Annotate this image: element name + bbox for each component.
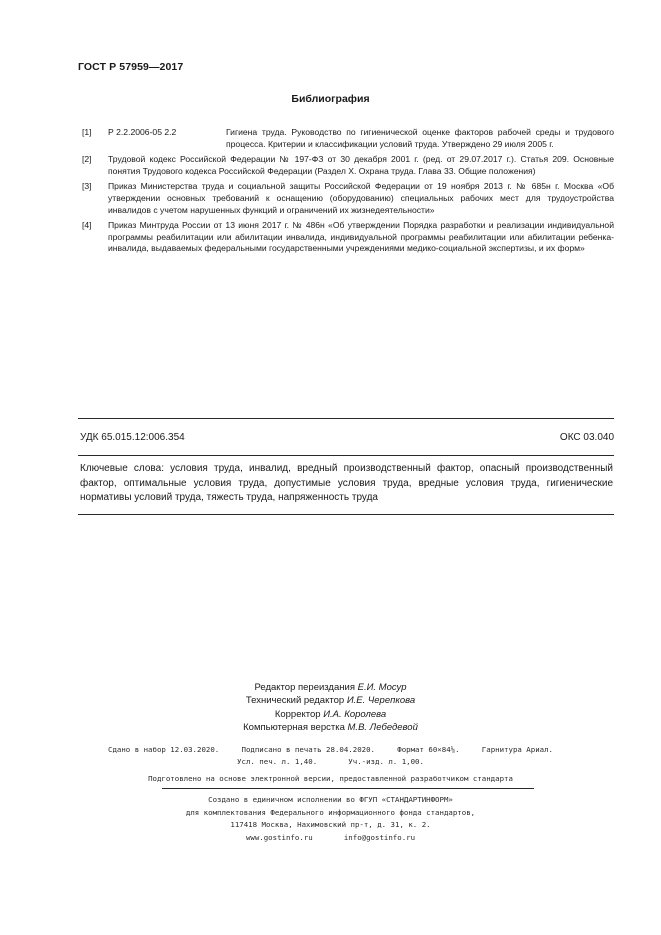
bibliography-list <box>82 127 614 259</box>
print-sheets-row <box>0 757 661 766</box>
bibliography-item <box>82 127 614 150</box>
divider <box>162 788 534 789</box>
footer-line: для комплектования Федерального информационного фонда стандартов, <box>185 807 476 817</box>
divider <box>78 455 614 456</box>
credit-tech-editor: Технический редактор И.Е. Черепкова <box>245 695 416 707</box>
divider <box>78 514 614 515</box>
email-link[interactable]: info@gostinfo.ru <box>343 832 416 842</box>
bibliography-item-text: Трудовой кодекс Российской Федерации № 197-ФЗ от 30 декабря 2001 г. (ред. от 29.07.2017 г.). Статья 209. Основные понятия Трудового кодекса Российской Федерации (Раздел X. Охрана труда. Глава 33. Общие положения) <box>108 154 614 176</box>
bibliography-item-text: Приказ Минтруда России от 13 июня 2017 г. № 486н «Об утверждении Порядка разработки и реализации индивидуальной программы реабилитации или абилитации инвалида, индивидуальной программы реабилитации или абилитации ребенка-инвалида, выдаваемых федеральными государственными учреждениями медико-социальной экспертизы, и их форм» <box>108 220 614 254</box>
footer-line: 117418 Москва, Нахимовский пр-т, д. 31, к. 2. <box>230 820 431 830</box>
signed-to-print: Подписано в печать 28.04.2020. <box>241 745 375 754</box>
bibliography-item <box>82 181 614 216</box>
format: Формат 60×84⅛. <box>397 745 460 754</box>
standard-code: ГОСТ Р 57959—2017 <box>78 61 184 73</box>
sent-to-set: Сдано в набор 12.03.2020. <box>108 745 220 754</box>
divider <box>78 418 614 419</box>
prepared-note: Подготовлено на основе электронной версии, предоставленной разработчиком стандарта <box>148 774 513 783</box>
footer-contacts <box>0 832 661 845</box>
website-link[interactable]: www.gostinfo.ru <box>245 832 313 842</box>
publisher-footer <box>0 794 661 844</box>
typeface: Гарнитура Ариал. <box>481 745 553 754</box>
bibliography-item-number: [2] <box>82 154 92 165</box>
credits <box>0 681 661 734</box>
oks-code: ОКС 03.040 <box>559 432 614 443</box>
bibliography-item <box>82 220 614 255</box>
bibliography-item-number: [4] <box>82 220 92 231</box>
bibliography-item-text: Приказ Министерства труда и социальной защиты Российской Федерации от 19 ноября 2013 г. № 685н г. Москва «Об утверждении основных требований к оснащению (оборудованию) специальных рабочих мест для трудоустройства инвалидов с учетом нарушенных функций и ограничений их жизнедеятельности» <box>108 181 614 215</box>
udc-code: УДК 65.015.12:006.354 <box>80 432 185 443</box>
bibliography-item <box>82 154 614 177</box>
bibliography-item-code: Р 2.2.2006-05 2.2 <box>108 127 177 137</box>
publisher-sheets: Уч.-изд. л. 1,00. <box>348 757 424 766</box>
footer-line: Создано в единичном исполнении во ФГУП «СТАНДАРТИНФОРМ» <box>208 795 453 804</box>
keywords: Ключевые слова: условия труда, инвалид, вредный производственный фактор, опасный производственный фактор, оптимальные условия труда, допустимые условия труда, вредные условия труда, гигиенические нормативы условий труда, тяжесть труда, напряженность труда <box>80 463 613 503</box>
bibliography-item-number: [1] <box>82 127 92 137</box>
printed-sheets: Усл. печ. л. 1,40. <box>237 757 318 766</box>
bibliography-title: Библиография <box>291 93 370 105</box>
bibliography-item-text: Гигиена труда. Руководство по гигиенической оценке факторов рабочей среды и трудового процесса. Критерии и классификации условий труда. Утверждено 29 июля 2005 г. <box>226 127 614 149</box>
bibliography-item-number: [3] <box>82 181 92 192</box>
credit-editor: Редактор переиздания Е.И. Мосур <box>254 682 407 693</box>
print-info-row <box>0 745 661 754</box>
credit-corrector: Корректор И.А. Королева <box>274 708 387 720</box>
credit-layout: Компьютерная верстка М.В. Лебедевой <box>243 721 418 733</box>
